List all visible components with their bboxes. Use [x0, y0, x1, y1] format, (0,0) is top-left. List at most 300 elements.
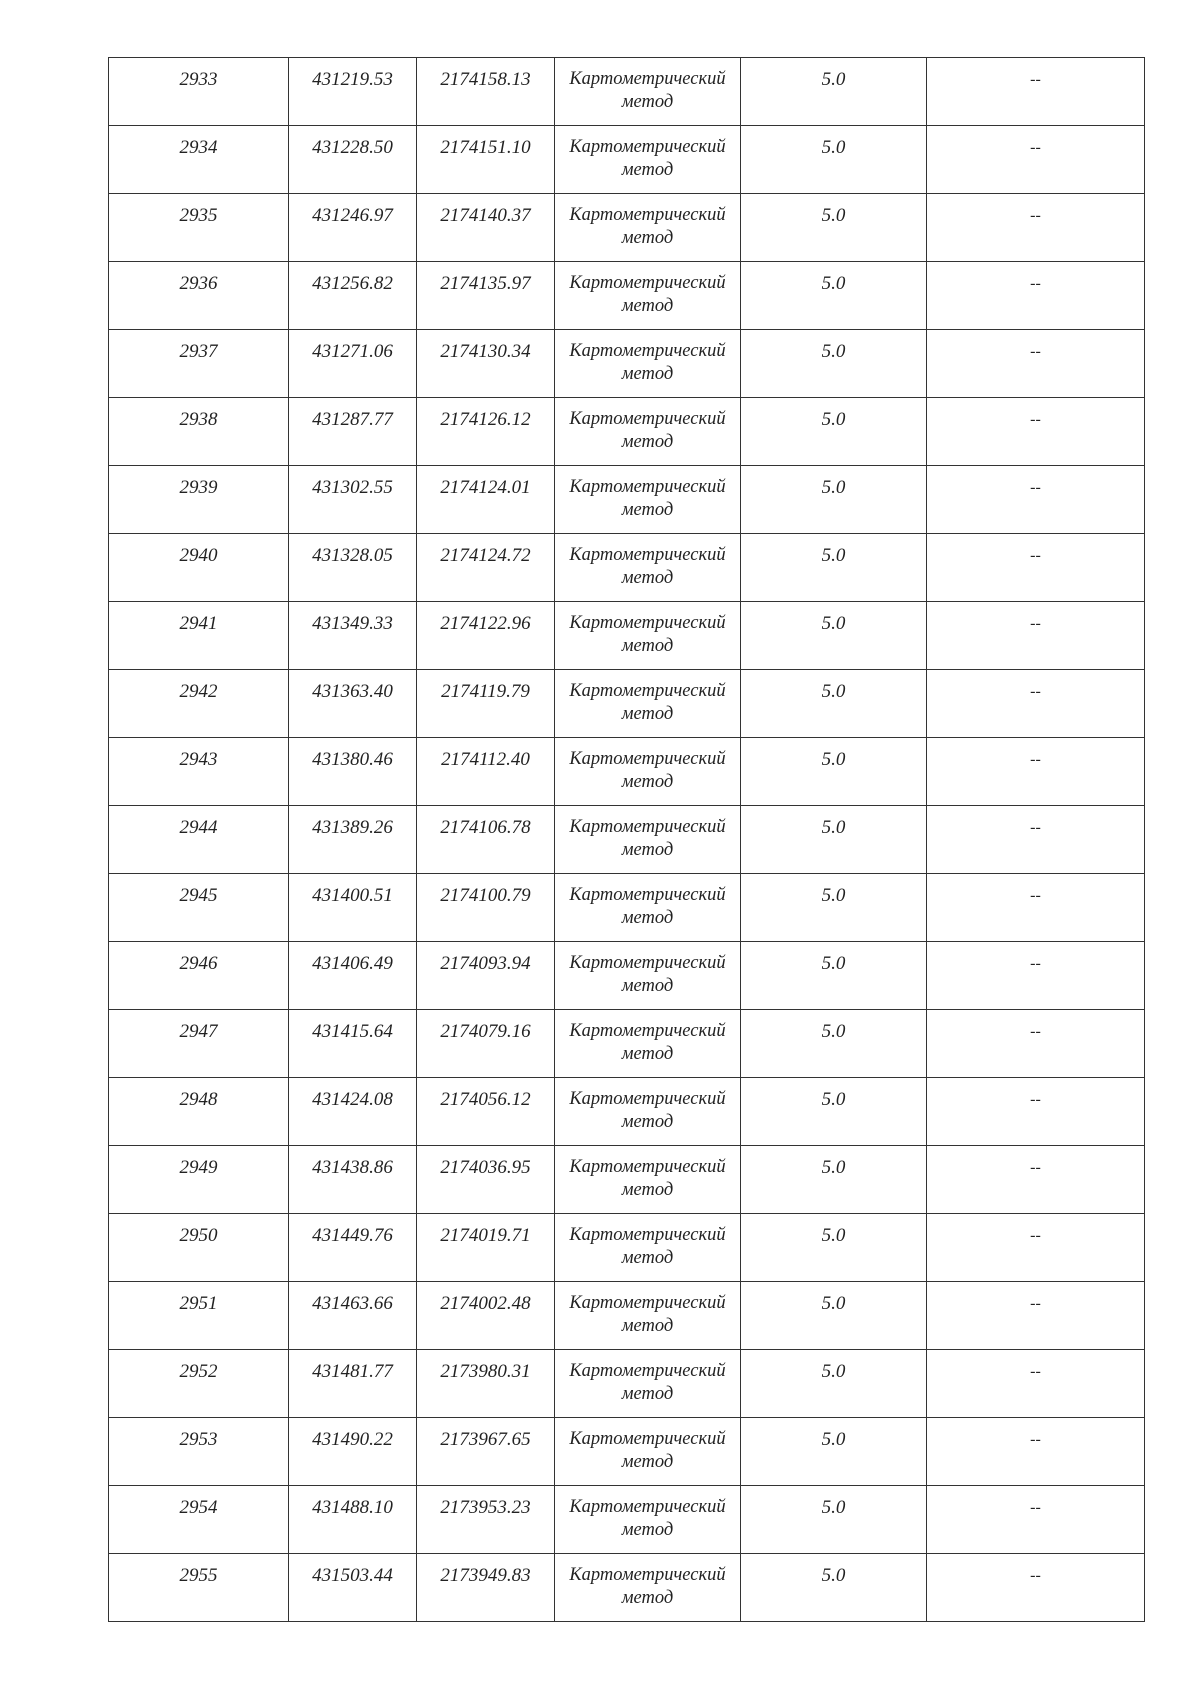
x-coordinate-cell — [289, 1350, 417, 1418]
accuracy-cell — [741, 1010, 927, 1078]
method-line1-text: Картометрический — [569, 1021, 726, 1041]
point-text: 2937 — [179, 341, 218, 362]
accuracy-cell — [741, 398, 927, 466]
method-line1-text: Картометрический — [569, 341, 726, 361]
table-row — [109, 738, 1145, 806]
x-text: 431406.49 — [312, 953, 393, 974]
point-number-cell — [109, 1486, 289, 1554]
method-cell — [555, 1554, 741, 1622]
y-coordinate-cell — [417, 1350, 555, 1418]
note-cell — [927, 1146, 1145, 1214]
y-text: 2174119.79 — [441, 681, 530, 702]
method-cell — [555, 1282, 741, 1350]
point-text: 2936 — [179, 273, 218, 294]
y-coordinate-cell — [417, 874, 555, 942]
y-text: 2174112.40 — [441, 749, 530, 770]
method-line2-text: метод — [621, 500, 674, 520]
accuracy-text: 5.0 — [821, 477, 846, 498]
point-number-cell — [109, 1418, 289, 1486]
accuracy-text: 5.0 — [821, 953, 846, 974]
method-cell — [555, 1078, 741, 1146]
method-cell — [555, 1418, 741, 1486]
x-coordinate-cell — [289, 126, 417, 194]
point-number-cell — [109, 670, 289, 738]
y-coordinate-cell — [417, 1078, 555, 1146]
method-line1-text: Картометрический — [569, 545, 726, 565]
note-cell — [927, 1486, 1145, 1554]
x-text: 431246.97 — [312, 205, 393, 226]
point-text: 2938 — [179, 409, 218, 430]
method-cell — [555, 262, 741, 330]
accuracy-text: 5.0 — [821, 681, 846, 702]
accuracy-cell — [741, 1350, 927, 1418]
method-line2-text: метод — [621, 568, 674, 588]
method-line2-text: метод — [621, 772, 674, 792]
point-number-cell — [109, 1078, 289, 1146]
point-number-cell — [109, 738, 289, 806]
accuracy-cell — [741, 126, 927, 194]
note-text: -- — [1030, 1567, 1041, 1584]
table-row — [109, 1486, 1145, 1554]
x-coordinate-cell — [289, 1214, 417, 1282]
y-coordinate-cell — [417, 1146, 555, 1214]
note-cell — [927, 1282, 1145, 1350]
accuracy-text: 5.0 — [821, 1361, 846, 1382]
table-row — [109, 1350, 1145, 1418]
table-row — [109, 874, 1145, 942]
method-line1-text: Картометрический — [569, 1497, 726, 1517]
note-text: -- — [1030, 1091, 1041, 1108]
accuracy-cell — [741, 942, 927, 1010]
note-cell — [927, 466, 1145, 534]
y-coordinate-cell — [417, 1214, 555, 1282]
accuracy-text: 5.0 — [821, 749, 846, 770]
point-number-cell — [109, 534, 289, 602]
accuracy-text: 5.0 — [821, 409, 846, 430]
point-text: 2947 — [179, 1021, 218, 1042]
y-text: 2174122.96 — [440, 613, 531, 634]
point-text: 2945 — [179, 885, 218, 906]
point-text: 2948 — [179, 1089, 218, 1110]
note-cell — [927, 262, 1145, 330]
method-line2-text: метод — [621, 160, 674, 180]
point-text: 2933 — [179, 69, 218, 90]
point-text: 2940 — [179, 545, 218, 566]
point-number-cell — [109, 1010, 289, 1078]
accuracy-text: 5.0 — [821, 1225, 846, 1246]
method-line2-text: метод — [621, 1112, 674, 1132]
note-cell — [927, 738, 1145, 806]
note-cell — [927, 1554, 1145, 1622]
y-text: 2174002.48 — [440, 1293, 531, 1314]
y-text: 2174124.01 — [440, 477, 531, 498]
y-coordinate-cell — [417, 534, 555, 602]
y-text: 2174124.72 — [440, 545, 531, 566]
method-cell — [555, 194, 741, 262]
point-number-cell — [109, 1214, 289, 1282]
accuracy-text: 5.0 — [821, 817, 846, 838]
y-coordinate-cell — [417, 670, 555, 738]
point-number-cell — [109, 602, 289, 670]
note-cell — [927, 1078, 1145, 1146]
accuracy-cell — [741, 602, 927, 670]
point-number-cell — [109, 126, 289, 194]
y-text: 2174130.34 — [440, 341, 531, 362]
x-text: 431219.53 — [312, 69, 393, 90]
method-cell — [555, 1214, 741, 1282]
accuracy-cell — [741, 1146, 927, 1214]
accuracy-cell — [741, 1418, 927, 1486]
x-text: 431424.08 — [312, 1089, 393, 1110]
method-line1-text: Картометрический — [569, 817, 726, 837]
x-text: 431438.86 — [312, 1157, 393, 1178]
x-text: 431503.44 — [312, 1565, 393, 1586]
accuracy-text: 5.0 — [821, 1157, 846, 1178]
accuracy-cell — [741, 534, 927, 602]
y-coordinate-cell — [417, 806, 555, 874]
method-line2-text: метод — [621, 228, 674, 248]
accuracy-cell — [741, 194, 927, 262]
method-line1-text: Картометрический — [569, 409, 726, 429]
table-row — [109, 670, 1145, 738]
y-text: 2174126.12 — [440, 409, 531, 430]
point-number-cell — [109, 262, 289, 330]
note-text: -- — [1030, 275, 1041, 292]
y-text: 2174151.10 — [440, 137, 531, 158]
table-row — [109, 330, 1145, 398]
y-text: 2174140.37 — [440, 205, 531, 226]
x-coordinate-cell — [289, 398, 417, 466]
x-text: 431449.76 — [312, 1225, 393, 1246]
method-line1-text: Картометрический — [569, 205, 726, 225]
y-coordinate-cell — [417, 942, 555, 1010]
method-line2-text: метод — [621, 1180, 674, 1200]
point-text: 2953 — [179, 1429, 218, 1450]
x-text: 431490.22 — [312, 1429, 393, 1450]
table-row — [109, 1214, 1145, 1282]
y-coordinate-cell — [417, 602, 555, 670]
x-coordinate-cell — [289, 1418, 417, 1486]
method-cell — [555, 58, 741, 126]
accuracy-text: 5.0 — [821, 1089, 846, 1110]
point-number-cell — [109, 1146, 289, 1214]
point-text: 2943 — [179, 749, 218, 770]
method-line2-text: метод — [621, 92, 674, 112]
note-text: -- — [1030, 1295, 1041, 1312]
method-cell — [555, 398, 741, 466]
x-coordinate-cell — [289, 806, 417, 874]
note-text: -- — [1030, 683, 1041, 700]
point-number-cell — [109, 1350, 289, 1418]
point-text: 2955 — [179, 1565, 218, 1586]
note-cell — [927, 1214, 1145, 1282]
x-coordinate-cell — [289, 602, 417, 670]
method-line2-text: метод — [621, 1588, 674, 1608]
y-text: 2174100.79 — [440, 885, 531, 906]
table-row — [109, 58, 1145, 126]
note-cell — [927, 806, 1145, 874]
method-line1-text: Картометрический — [569, 1429, 726, 1449]
y-coordinate-cell — [417, 1282, 555, 1350]
x-coordinate-cell — [289, 466, 417, 534]
point-text: 2954 — [179, 1497, 218, 1518]
y-text: 2173953.23 — [440, 1497, 531, 1518]
x-text: 431228.50 — [312, 137, 393, 158]
method-cell — [555, 126, 741, 194]
table-row — [109, 398, 1145, 466]
note-cell — [927, 58, 1145, 126]
point-text: 2952 — [179, 1361, 218, 1382]
point-text: 2950 — [179, 1225, 218, 1246]
y-text: 2174036.95 — [440, 1157, 531, 1178]
accuracy-cell — [741, 1486, 927, 1554]
x-coordinate-cell — [289, 330, 417, 398]
method-line1-text: Картометрический — [569, 1089, 726, 1109]
point-number-cell — [109, 942, 289, 1010]
note-text: -- — [1030, 751, 1041, 768]
method-line2-text: метод — [621, 1520, 674, 1540]
x-text: 431302.55 — [312, 477, 393, 498]
note-text: -- — [1030, 1023, 1041, 1040]
note-cell — [927, 1418, 1145, 1486]
method-line1-text: Картометрический — [569, 1293, 726, 1313]
note-cell — [927, 398, 1145, 466]
x-text: 431400.51 — [312, 885, 393, 906]
y-coordinate-cell — [417, 1486, 555, 1554]
x-text: 431481.77 — [312, 1361, 393, 1382]
point-text: 2946 — [179, 953, 218, 974]
accuracy-cell — [741, 1282, 927, 1350]
method-line2-text: метод — [621, 840, 674, 860]
x-text: 431328.05 — [312, 545, 393, 566]
y-text: 2174019.71 — [440, 1225, 531, 1246]
accuracy-text: 5.0 — [821, 1021, 846, 1042]
method-line2-text: метод — [621, 432, 674, 452]
point-text: 2951 — [179, 1293, 218, 1314]
x-coordinate-cell — [289, 874, 417, 942]
method-cell — [555, 330, 741, 398]
accuracy-cell — [741, 1078, 927, 1146]
y-text: 2173949.83 — [440, 1565, 531, 1586]
x-text: 431380.46 — [312, 749, 393, 770]
x-coordinate-cell — [289, 194, 417, 262]
point-text: 2949 — [179, 1157, 218, 1178]
note-text: -- — [1030, 1431, 1041, 1448]
note-text: -- — [1030, 139, 1041, 156]
table-row — [109, 1078, 1145, 1146]
y-coordinate-cell — [417, 330, 555, 398]
x-text: 431389.26 — [312, 817, 393, 838]
note-text: -- — [1030, 1159, 1041, 1176]
x-coordinate-cell — [289, 942, 417, 1010]
method-cell — [555, 942, 741, 1010]
note-text: -- — [1030, 887, 1041, 904]
x-coordinate-cell — [289, 262, 417, 330]
note-text: -- — [1030, 955, 1041, 972]
method-line2-text: метод — [621, 364, 674, 384]
accuracy-cell — [741, 670, 927, 738]
table-row — [109, 806, 1145, 874]
table-row — [109, 1418, 1145, 1486]
table-row — [109, 1010, 1145, 1078]
table-row — [109, 602, 1145, 670]
method-line2-text: метод — [621, 704, 674, 724]
y-coordinate-cell — [417, 262, 555, 330]
note-cell — [927, 1350, 1145, 1418]
method-cell — [555, 670, 741, 738]
method-line1-text: Картометрический — [569, 273, 726, 293]
point-text: 2939 — [179, 477, 218, 498]
y-text: 2174106.78 — [440, 817, 531, 838]
note-text: -- — [1030, 411, 1041, 428]
accuracy-text: 5.0 — [821, 205, 846, 226]
point-text: 2934 — [179, 137, 218, 158]
note-text: -- — [1030, 71, 1041, 88]
x-coordinate-cell — [289, 58, 417, 126]
method-cell — [555, 1146, 741, 1214]
y-coordinate-cell — [417, 1010, 555, 1078]
x-text: 431271.06 — [312, 341, 393, 362]
y-coordinate-cell — [417, 58, 555, 126]
method-line1-text: Картометрический — [569, 1565, 726, 1585]
note-text: -- — [1030, 1227, 1041, 1244]
y-text: 2174135.97 — [440, 273, 531, 294]
accuracy-text: 5.0 — [821, 1497, 846, 1518]
y-text: 2174158.13 — [440, 69, 531, 90]
method-line1-text: Картометрический — [569, 613, 726, 633]
method-line1-text: Картометрический — [569, 1225, 726, 1245]
method-line2-text: метод — [621, 1384, 674, 1404]
y-coordinate-cell — [417, 398, 555, 466]
table-row — [109, 194, 1145, 262]
method-line2-text: метод — [621, 1248, 674, 1268]
note-text: -- — [1030, 207, 1041, 224]
x-coordinate-cell — [289, 1486, 417, 1554]
note-text: -- — [1030, 479, 1041, 496]
method-cell — [555, 738, 741, 806]
method-cell — [555, 806, 741, 874]
accuracy-text: 5.0 — [821, 545, 846, 566]
table-row — [109, 466, 1145, 534]
accuracy-cell — [741, 1554, 927, 1622]
method-cell — [555, 466, 741, 534]
point-text: 2942 — [179, 681, 218, 702]
method-line2-text: метод — [621, 976, 674, 996]
x-text: 431488.10 — [312, 1497, 393, 1518]
y-text: 2174093.94 — [440, 953, 531, 974]
point-number-cell — [109, 874, 289, 942]
y-coordinate-cell — [417, 194, 555, 262]
note-cell — [927, 194, 1145, 262]
method-cell — [555, 1486, 741, 1554]
accuracy-text: 5.0 — [821, 1565, 846, 1586]
note-cell — [927, 534, 1145, 602]
accuracy-text: 5.0 — [821, 69, 846, 90]
y-coordinate-cell — [417, 466, 555, 534]
x-text: 431415.64 — [312, 1021, 393, 1042]
note-cell — [927, 1010, 1145, 1078]
table-row — [109, 262, 1145, 330]
method-line2-text: метод — [621, 1044, 674, 1064]
method-line1-text: Картометрический — [569, 885, 726, 905]
table-row — [109, 1282, 1145, 1350]
x-coordinate-cell — [289, 1554, 417, 1622]
table-row — [109, 1554, 1145, 1622]
y-text: 2173967.65 — [440, 1429, 531, 1450]
coordinates-table — [108, 57, 1145, 1622]
accuracy-text: 5.0 — [821, 1429, 846, 1450]
point-number-cell — [109, 194, 289, 262]
coordinates-table-body — [109, 58, 1145, 1622]
method-cell — [555, 534, 741, 602]
x-text: 431256.82 — [312, 273, 393, 294]
method-line2-text: метод — [621, 296, 674, 316]
y-text: 2174079.16 — [440, 1021, 531, 1042]
note-text: -- — [1030, 547, 1041, 564]
note-text: -- — [1030, 615, 1041, 632]
accuracy-text: 5.0 — [821, 341, 846, 362]
method-line2-text: метод — [621, 636, 674, 656]
x-coordinate-cell — [289, 1078, 417, 1146]
x-text: 431349.33 — [312, 613, 393, 634]
x-coordinate-cell — [289, 1146, 417, 1214]
note-text: -- — [1030, 819, 1041, 836]
x-coordinate-cell — [289, 738, 417, 806]
accuracy-cell — [741, 874, 927, 942]
point-number-cell — [109, 398, 289, 466]
y-coordinate-cell — [417, 1418, 555, 1486]
y-text: 2173980.31 — [440, 1361, 531, 1382]
note-text: -- — [1030, 1363, 1041, 1380]
accuracy-text: 5.0 — [821, 273, 846, 294]
accuracy-text: 5.0 — [821, 885, 846, 906]
point-number-cell — [109, 58, 289, 126]
accuracy-cell — [741, 330, 927, 398]
y-coordinate-cell — [417, 1554, 555, 1622]
note-cell — [927, 670, 1145, 738]
point-number-cell — [109, 330, 289, 398]
method-line1-text: Картометрический — [569, 749, 726, 769]
method-line1-text: Картометрический — [569, 1361, 726, 1381]
y-coordinate-cell — [417, 126, 555, 194]
method-line2-text: метод — [621, 1452, 674, 1472]
accuracy-text: 5.0 — [821, 1293, 846, 1314]
table-row — [109, 1146, 1145, 1214]
method-line1-text: Картометрический — [569, 1157, 726, 1177]
point-text: 2944 — [179, 817, 218, 838]
point-number-cell — [109, 466, 289, 534]
table-row — [109, 126, 1145, 194]
x-text: 431463.66 — [312, 1293, 393, 1314]
y-text: 2174056.12 — [440, 1089, 531, 1110]
method-cell — [555, 1010, 741, 1078]
point-number-cell — [109, 806, 289, 874]
note-text: -- — [1030, 343, 1041, 360]
point-number-cell — [109, 1554, 289, 1622]
accuracy-cell — [741, 466, 927, 534]
accuracy-cell — [741, 806, 927, 874]
x-coordinate-cell — [289, 1282, 417, 1350]
method-line1-text: Картометрический — [569, 69, 726, 89]
note-cell — [927, 942, 1145, 1010]
note-cell — [927, 330, 1145, 398]
method-line1-text: Картометрический — [569, 953, 726, 973]
table-row — [109, 534, 1145, 602]
accuracy-text: 5.0 — [821, 137, 846, 158]
x-coordinate-cell — [289, 670, 417, 738]
method-cell — [555, 874, 741, 942]
x-coordinate-cell — [289, 534, 417, 602]
